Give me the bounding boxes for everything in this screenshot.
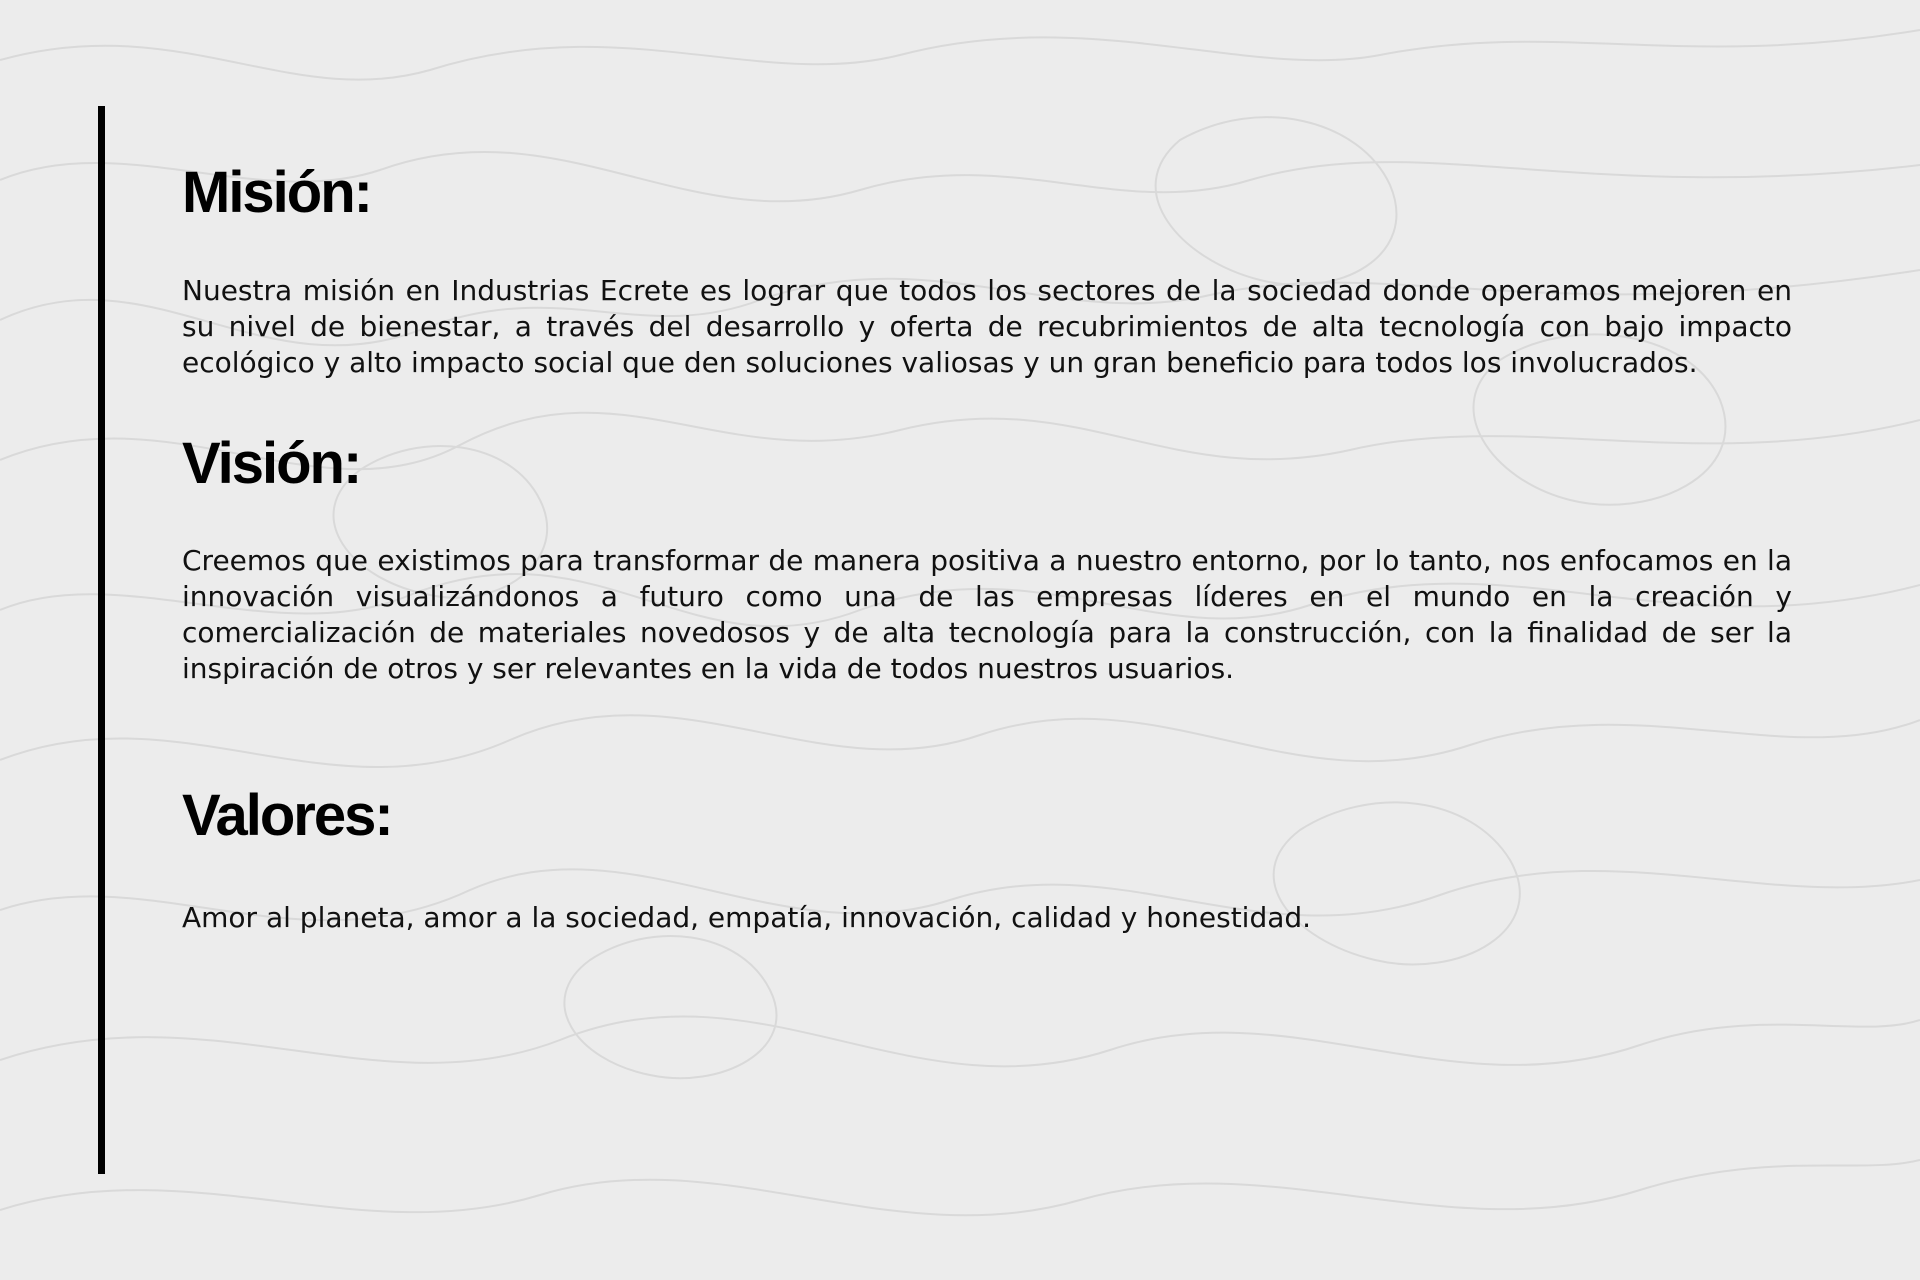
contour-line [0, 1016, 1920, 1066]
mission-vision-values-content [182, 150, 1792, 936]
contour-line [0, 1160, 1920, 1215]
mission-section [182, 162, 1792, 381]
contour-line [0, 30, 1920, 80]
vision-text: Creemos que existimos para transformar de manera positiva a nuestro entorno, por lo tanto, nos enfocamos en la innovación visualizándonos a futuro como una de las empresas líderes en el mundo en la creación y comercialización de materiales novedosos y de alta tecnología para la construcción, con la finalidad de ser la inspiración de otros y ser relevantes en la vida de todos nuestros usuarios. [182, 544, 1792, 686]
values-section [182, 785, 1792, 936]
mission-title: Misión: [182, 160, 371, 225]
values-text: Amor al planeta, amor a la sociedad, empatía, innovación, calidad y honestidad. [182, 900, 1312, 934]
left-accent-bar [98, 106, 105, 1174]
vision-section [182, 430, 1792, 688]
mission-text: Nuestra misión en Industrias Ecrete es lograr que todos los sectores de la sociedad donde operamos mejoren en su nivel de bienestar, a través del desarrollo y oferta de recubrimientos de alta tecnología con bajo impacto ecológico y alto impacto social que den soluciones valiosas y un gran beneficio para todos los involucrados. [182, 273, 1792, 379]
values-title: Valores: [182, 783, 392, 849]
vision-title: Visión: [182, 430, 361, 496]
contour-line [564, 936, 776, 1078]
